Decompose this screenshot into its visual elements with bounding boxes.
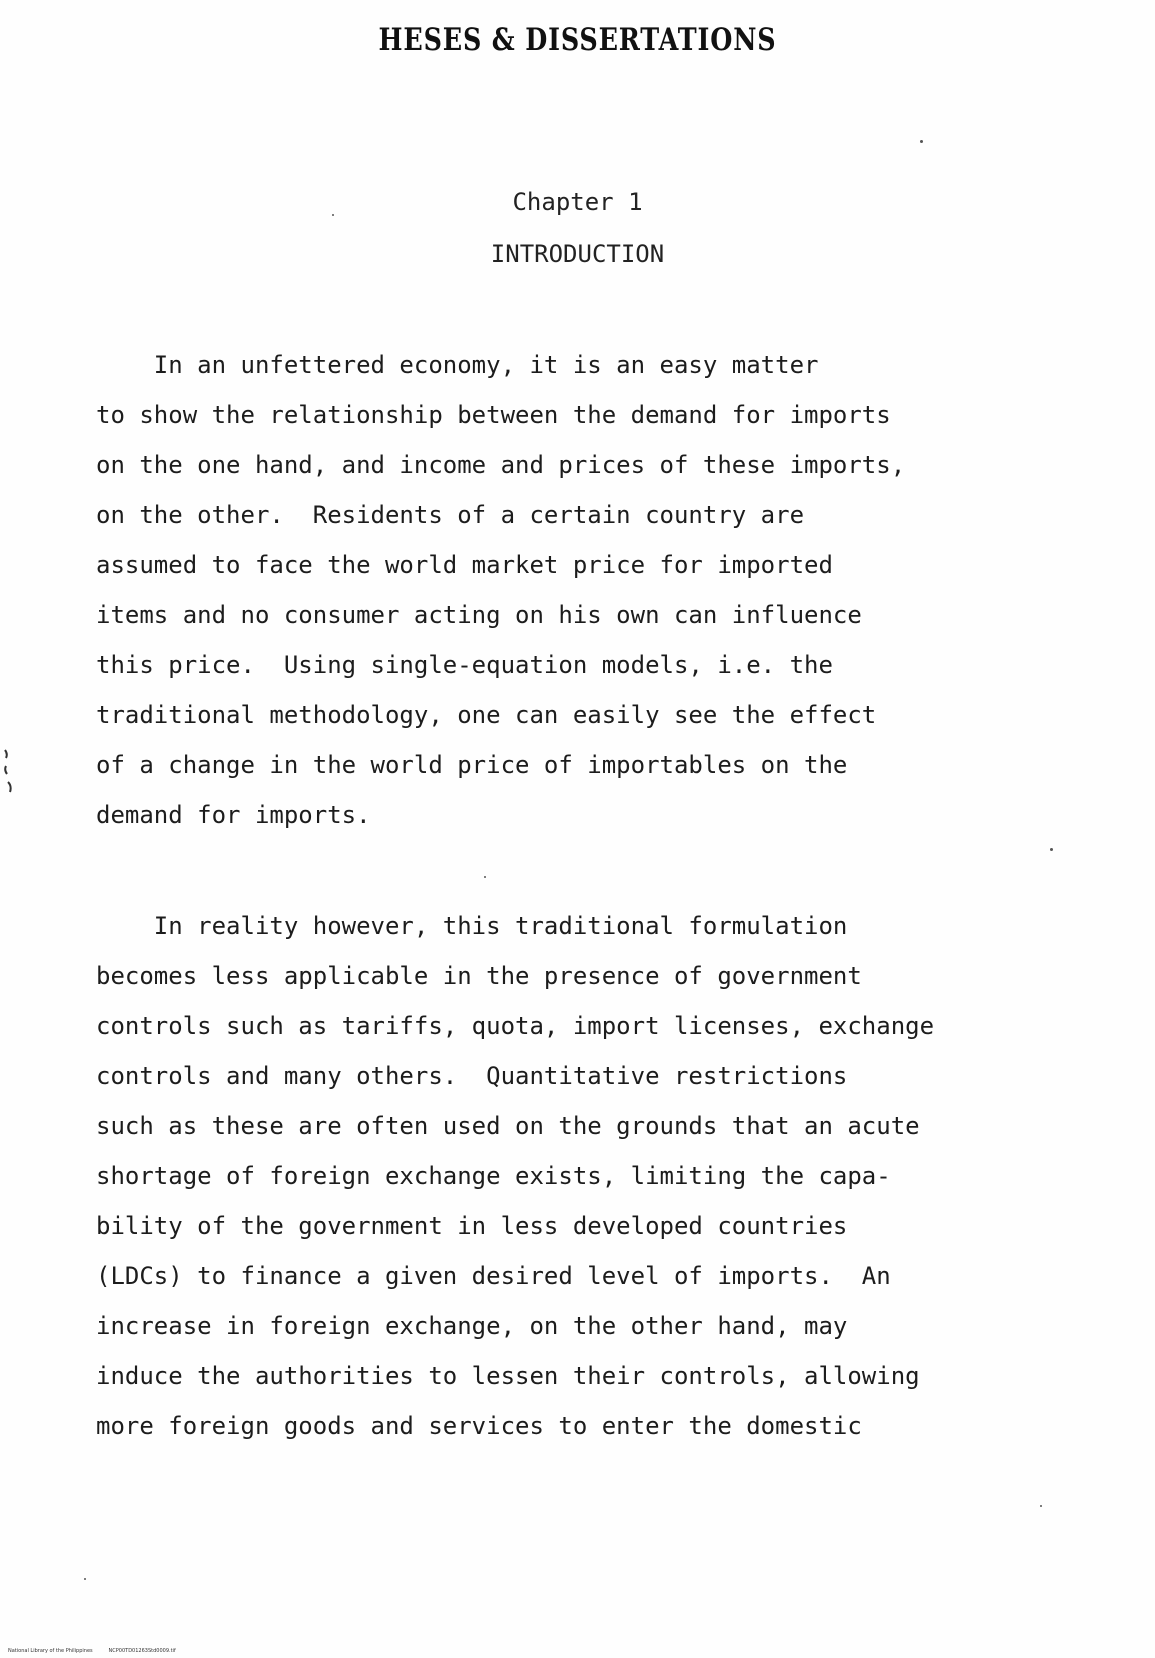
scan-speck bbox=[484, 876, 486, 878]
paragraph-line: (LDCs) to finance a given desired level of imports. An bbox=[96, 1262, 891, 1290]
paragraph-1 bbox=[96, 350, 1056, 829]
paragraph-line: more foreign goods and services to enter the domestic bbox=[96, 1412, 862, 1440]
paragraph-line: such as these are often used on the grounds that an acute bbox=[96, 1112, 920, 1140]
paragraph-line: items and no consumer acting on his own can influence bbox=[96, 601, 862, 629]
paragraph-line: on the one hand, and income and prices of these imports, bbox=[96, 451, 906, 479]
paragraph-2 bbox=[96, 911, 1056, 1440]
paragraph-line: to show the relationship between the demand for imports bbox=[96, 401, 891, 429]
margin-pen-mark bbox=[2, 748, 16, 794]
paragraph-line: increase in foreign exchange, on the other hand, may bbox=[96, 1312, 848, 1340]
theses-dissertations-stamp: HESES & DISSERTATIONS bbox=[378, 22, 777, 58]
chapter-label: Chapter 1 bbox=[512, 188, 643, 216]
paragraph-line: shortage of foreign exchange exists, limiting the capa- bbox=[96, 1162, 891, 1190]
paragraph-line: bility of the government in less developed countries bbox=[96, 1212, 848, 1240]
paragraph-line: In an unfettered economy, it is an easy matter bbox=[96, 351, 819, 379]
footer-file-code: NCP00TD01263Std0009.tif bbox=[108, 1648, 176, 1654]
paragraph-line: traditional methodology, one can easily see the effect bbox=[96, 701, 877, 729]
paragraph-line: controls such as tariffs, quota, import licenses, exchange bbox=[96, 1012, 935, 1040]
paragraph-line: becomes less applicable in the presence of government bbox=[96, 962, 862, 990]
scan-speck bbox=[84, 1578, 86, 1580]
paragraph-line: In reality however, this traditional formulation bbox=[96, 912, 848, 940]
paragraph-line: on the other. Residents of a certain country are bbox=[96, 501, 805, 529]
footer-library: National Library of the Philippines bbox=[8, 1648, 93, 1654]
scan-speck bbox=[1050, 848, 1053, 851]
paragraph-line: demand for imports. bbox=[96, 801, 371, 829]
scan-footer bbox=[8, 1648, 176, 1654]
scan-speck bbox=[332, 214, 334, 216]
paragraph-line: assumed to face the world market price for imported bbox=[96, 551, 833, 579]
paragraph-line: induce the authorities to lessen their controls, allowing bbox=[96, 1362, 920, 1390]
scan-speck bbox=[1040, 1505, 1042, 1507]
scan-speck bbox=[920, 140, 923, 143]
chapter-title: INTRODUCTION bbox=[490, 240, 665, 268]
paragraph-line: of a change in the world price of importables on the bbox=[96, 751, 848, 779]
paragraph-line: controls and many others. Quantitative restrictions bbox=[96, 1062, 848, 1090]
paragraph-line: this price. Using single-equation models, i.e. the bbox=[96, 651, 833, 679]
